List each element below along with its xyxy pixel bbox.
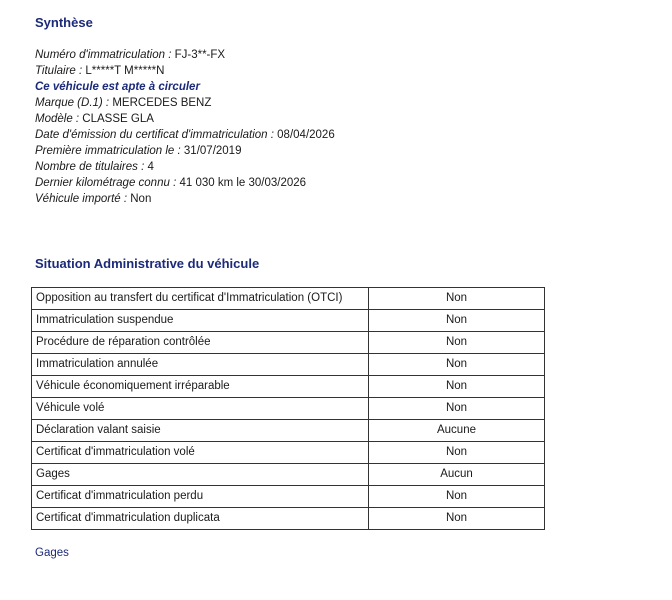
holder-row bbox=[35, 63, 335, 79]
holders-count-label: Nombre de titulaires : bbox=[35, 161, 145, 173]
table-row bbox=[32, 508, 545, 530]
first-registration-label: Première immatriculation le : bbox=[35, 145, 181, 157]
roadworthy-status: Ce véhicule est apte à circuler bbox=[35, 81, 200, 93]
holders-count-value: 4 bbox=[144, 161, 154, 173]
situation-label-cell: Procédure de réparation contrôlée bbox=[32, 332, 369, 354]
situation-value-cell: Non bbox=[369, 442, 545, 464]
model-row bbox=[35, 111, 335, 127]
table-row bbox=[32, 398, 545, 420]
situation-value-cell: Non bbox=[369, 508, 545, 530]
imported-value: Non bbox=[127, 193, 152, 205]
synthese-summary bbox=[35, 47, 335, 207]
gages-section-link[interactable]: Gages bbox=[35, 547, 69, 559]
table-row bbox=[32, 464, 545, 486]
situation-value-cell: Aucun bbox=[369, 464, 545, 486]
situation-label-cell: Véhicule volé bbox=[32, 398, 369, 420]
situation-table bbox=[31, 287, 545, 530]
imported-label: Véhicule importé : bbox=[35, 193, 128, 205]
table-row bbox=[32, 288, 545, 310]
situation-title: Situation Administrative du véhicule bbox=[35, 256, 260, 271]
synthese-title: Synthèse bbox=[35, 15, 93, 30]
mileage-label: Dernier kilométrage connu : bbox=[35, 177, 177, 189]
table-row bbox=[32, 486, 545, 508]
situation-value-cell: Non bbox=[369, 288, 545, 310]
registration-number-row bbox=[35, 47, 335, 63]
table-row bbox=[32, 354, 545, 376]
holder-label: Titulaire : bbox=[35, 65, 83, 77]
mileage-row bbox=[35, 175, 335, 191]
brand-value: MERCEDES BENZ bbox=[109, 97, 212, 109]
situation-label-cell: Gages bbox=[32, 464, 369, 486]
holders-count-row bbox=[35, 159, 335, 175]
brand-row bbox=[35, 95, 335, 111]
imported-row bbox=[35, 191, 335, 207]
situation-value-cell: Aucune bbox=[369, 420, 545, 442]
registration-number-value: FJ-3**-FX bbox=[171, 49, 226, 61]
first-registration-row bbox=[35, 143, 335, 159]
situation-value-cell: Non bbox=[369, 486, 545, 508]
situation-label-cell: Certificat d'immatriculation duplicata bbox=[32, 508, 369, 530]
holder-value: L*****T M*****N bbox=[82, 65, 165, 77]
registration-number-label: Numéro d'immatriculation : bbox=[35, 49, 172, 61]
issue-date-value: 08/04/2026 bbox=[273, 129, 335, 141]
situation-label-cell: Immatriculation suspendue bbox=[32, 310, 369, 332]
situation-label-cell: Certificat d'immatriculation perdu bbox=[32, 486, 369, 508]
situation-value-cell: Non bbox=[369, 332, 545, 354]
situation-value-cell: Non bbox=[369, 354, 545, 376]
situation-label-cell: Véhicule économiquement irréparable bbox=[32, 376, 369, 398]
situation-label-cell: Déclaration valant saisie bbox=[32, 420, 369, 442]
table-row bbox=[32, 310, 545, 332]
model-value: CLASSE GLA bbox=[79, 113, 154, 125]
mileage-value: 41 030 km le 30/03/2026 bbox=[176, 177, 307, 189]
situation-label-cell: Opposition au transfert du certificat d'Immatriculation (OTCI) bbox=[32, 288, 369, 310]
table-row bbox=[32, 376, 545, 398]
table-row bbox=[32, 442, 545, 464]
roadworthy-row bbox=[35, 79, 335, 95]
situation-label-cell: Certificat d'immatriculation volé bbox=[32, 442, 369, 464]
table-row bbox=[32, 420, 545, 442]
issue-date-row bbox=[35, 127, 335, 143]
situation-value-cell: Non bbox=[369, 310, 545, 332]
model-label: Modèle : bbox=[35, 113, 80, 125]
table-row bbox=[32, 332, 545, 354]
first-registration-value: 31/07/2019 bbox=[180, 145, 242, 157]
situation-value-cell: Non bbox=[369, 376, 545, 398]
brand-label: Marque (D.1) : bbox=[35, 97, 110, 109]
situation-value-cell: Non bbox=[369, 398, 545, 420]
issue-date-label: Date d'émission du certificat d'immatriculation : bbox=[35, 129, 274, 141]
situation-label-cell: Immatriculation annulée bbox=[32, 354, 369, 376]
